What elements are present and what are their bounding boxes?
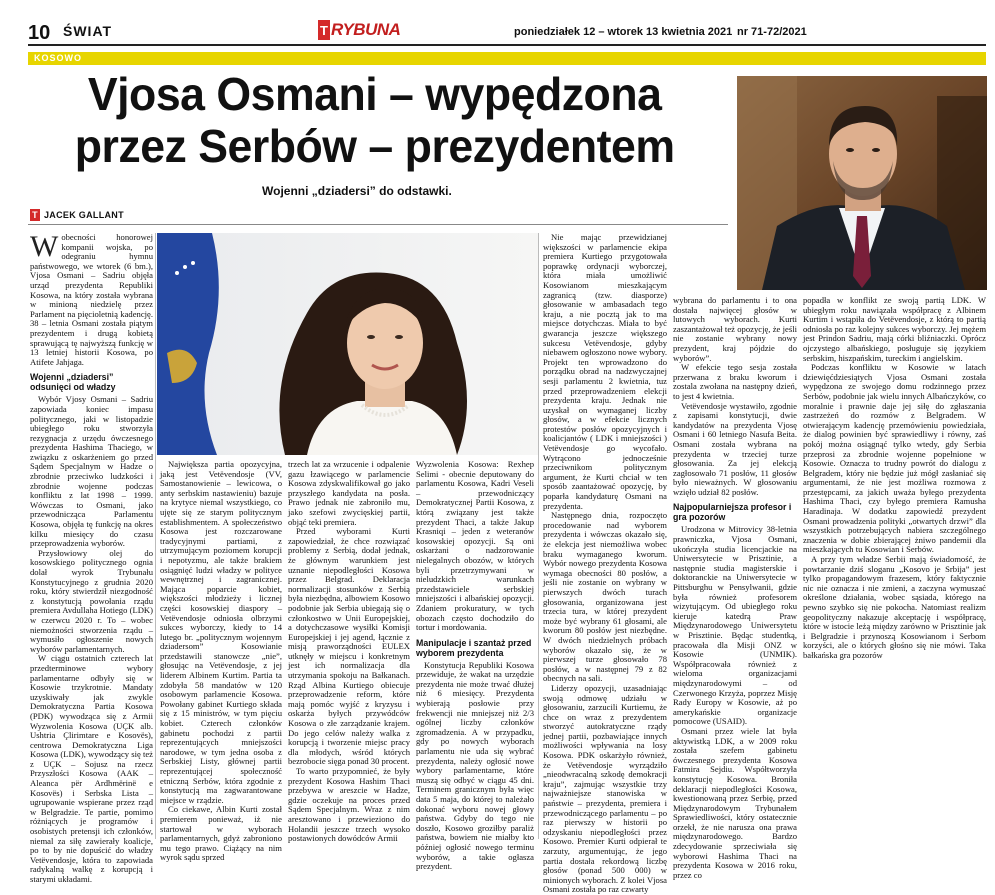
article-column-3 [288,459,410,844]
paragraph: Podczas konfliktu w Kosowie w latach dziewięćdziesiątych Vjosa Osmani została wypędzona ze swojego domu rodzinnego przez Serbów, podobnie jak wielu innych Albańczyków, co moralnie i prawnie daje jej siłę do zgłaszania zastrzeżeń do rozmów z Belgradem. W otwierającym kadencję przemówieniu powiedziała, że dialog powinien być sprawiedliwy i równy, zaś pokój można osiągnąć tylko wtedy, gdy Serbia przeprosi za zbrodnie wojenne popełnione w Kosowie. Oznacza to trudny powrót do dialogu z Belgradem, który nie będzie już mógł zasłaniać się argumentami, że nie jest możliwa rozmowa z przestępcami, za jakich uważa byłego prezydenta Hashima Thaci, czy byłego premiera Ramusha Haradinaja. W dodatku zapowiedź prezydent Osmani prowadzenia polityki „otwartych drzwi” dla wszystkich potrzebujących nabiera szczególnego znaczenia w dobie zbierającej żniwo pandemii dla mieszkających tu Kosowian i Serbów. [803,362,986,555]
kurti-portrait-photo [737,76,987,290]
paragraph: W ciągu ostatnich czterech lat przedterminowe wybory parlamentarne odbyły się w Kosowie trzykrotnie. Mandaty uzyskiwały jak zwykle Demokratyczna Partia Kosowa (PDK) wywodząca się z Armii Wyzwolenia Kosowa (UÇK alb. Ushtria Çlirimtare e Kosovës), centrowa Demokratyczna Liga Kosowa (LDK), wywodzący się też z UÇK – Sojusz na rzecz Przyszłości Kosowa (AAK – Aleanca për Ardhmërinë e Kosovës) i Serbska Lista – ugrupowanie wspierane przez rząd w Belgradzie. Te partie, pomimo różniących je programów i osobistych pretensji ich członków, niemal za siłę zawierały koalicje, po to by nie dopuścić do władzy Vetëvendosje, która to zapowiada radykalną walkę z korupcją i starymi układami. [30,653,153,884]
paragraph: Wybór Vjosy Osmani – Sadriu zapowiada koniec impasu politycznego, jaki w listopadzie ubiegłego roku stworzyła rezygnacja z urzędu ówczesnego prezydenta Hashima Thaciego, w związku z oskarżeniem go przed Sądem Specjalnym w Hadze o zbrodnie przeciwko ludzkości i zbrodnie wojenne podczas konfliktu z lat 1998 – 1999. Wówczas to Osmani, jako przewodnicząca Parlamentu Kosowa, objęła tę funkcję na okres kilku miesięcy do czasu przeprowadzenia wyborów. [30,394,153,549]
paragraph: Nie mając przewidzianej większości w parlamencie ekipa premiera Kurtiego przygotowała poprawkę ordynacji wyborczej, która miała umożliwić Kosowianom mieszkającym zagranicą (tzw. diasporze) głosowanie w ambasadach tego kraju, a nie pocztą jak to ma miejsce dotychczas. Miała to być gwarancja jeszcze większego sukcesu Vetëvendosje, gdyby niebawem ogłoszono nowe wybory. Projekt ten wprowadzono do porządku obrad na nadzwyczajnej sesji parlamentu 2 kwietnia, tuz przed przeprowadzeniem elekcji prezydenta kraju. Jednak nie uzyskał on wymaganej liczby głosów, a w efekcie licznych protestów posłów opozycyjnych i koalicjantów ( LDK i mniejszości ) Vetëvendosje go wycofało. Wytrącono jednocześnie przeciwnikom politycznym argument, że Kurti chciał w ten sposób zaantażować opozycję, by poparła kandydaturę Osmani na prezydenta. [543,232,667,511]
headline-line-2: przez Serbów – prezydentem [74,120,675,172]
newspaper-logo [318,19,400,41]
issue-number: nr 71-72/2021 [737,26,807,38]
article-column-2 [160,459,282,863]
paragraph: A przy tym władze Serbii mają świadomość, że powtarzanie dziś sloganu „Kosovo je Srbija” jest tylko propagandowym frazesem, który faktycznie nic nie oznacza i nie zmieni, a zaczyna wymuszać określone działania, wobec sąsiada, którego na pewno szybko się nie pokocha. Natomiast realizm geopolityczny nakazuje akceptację i współpracę, które w istocie leżą między zarówno w Prisztinie jak i Belgradzie i przynoszą Kosowianom i Serbom korzyści, ale o których głośno się nie mówi. Taka bałkańska gra pozorów [803,554,986,660]
article-column-6 [673,295,797,880]
column-rule [538,233,539,839]
paragraph: Osmani przez wiele lat była aktywistką LDK, a w 2009 roku została szefem gabinetu ówczesnego prezydenta Kosowa Fatmira Sejdiu. Współtworzyła konstytucję Kosowa. Broniła deklaracji niepodległości Kosowa, kwestionowaną przez Serbię, przed Międzynarodowym Trybunałem Sprawiedliwości, który ostatecznie orzekł, że nie narusza ona prawa międzynarodowego. Bardzo zdecydowanie sprzeciwiała się wyborowi Hashima Thaci na prezydenta Kosowa w 2016 roku, przez co [673,725,797,880]
paragraph: Następnego dnia, rozpoczęto procedowanie nad wyborem prezydenta i wówczas okazało się, że elekcja jest niemożliwa wobec braku wymaganego kworum. Wybór nowego prezydenta Kosowa wymaga obecności 80 posłów, a jeśli nie zostanie on wybrany w pierwszych dwóch turach głosowania, organizowana jest trzecia tura, w której prezydent może być wybrany 61 głosami, ale kworum 80 posłów jest niezbędne. W dwóch niedzielnych próbach wyborów okazało się, że w pierwszej turze głosowało 78 posłów, a w następnej 79 z 82 obecnych na sali. [543,510,667,684]
subheading-3: Najpopularniejsza profesor i gra pozorów [673,502,792,523]
page-number: 10 [28,22,51,44]
article-column-5 [543,232,667,895]
paragraph: trzech lat za wrzucenie i odpalenie gazu łzawiącego w parlamencie Kosowa zdyskwalifikował go jako przyszłego kandydata na posła. Prawo jednak nie zabroniło mu, jako szefowi zwycięskiej partii, objąć teki premiera. [288,459,410,527]
headline [40,68,709,172]
article-column-1 [30,230,153,884]
logo-mark-icon: T [318,20,330,40]
paragraph: Vetëvendosje wystawiło, zgodnie z zapisami konstytucji, dwie kandydatów na prezydenta Vjosę Osmani i 60 letniego Nasufa Beita. Osmani została wybrana na prezydenta w trzeciej turze głosowania. Za jej elekcją zagłosowało 71 posłów, 11 głosów było nieważnych. W głosowaniu wzięło udział 82 posłów. [673,400,797,497]
byline [30,209,124,221]
byline-divider [28,224,728,225]
paragraph: Konstytucja Republiki Kosowa przewiduje, że wakat na urzędzie prezydenta nie może trwać dłużej niż 6 miesięcy. Prezydenta wybierają posłowie przy frekwencji nie mniejszej niż 2/3 ogólnej liczby członków zgromadzenia. A w przypadku, gdy po nowych wyborach parlamentu nie uda się wybrać prezydenta, należy ogłosić nowe wybory parlamentarne, które muszą się odbyć w ciągu 45 dni. Terminem granicznym była więc data 5 maja, do której to należało dokonać wyboru nowej głowy państwa. Gdyby do tego nie doszło, Kosowo groziłby paraliż państwa, bowiem nie miałby kto później ogłosić nowego terminu wyborów, a takie ogłasza prezydent. [416,659,534,872]
paragraph: To warto przypomnieć, że były prezydent Kosowa Hashim Thaci przebywa w areszcie w Hadze, gdzie oczekuje na proces przed Sądem Specjalnym. Wraz z nim aresztowano i przewieziono do Holandii jeszcze trzech wysoko postawionych dowódców Armii [288,766,410,844]
paragraph: wybrana do parlamentu i to ona dostała najwięcej głosów w lutowych wyborach. Kurti zaszantażował też opozycję, że jeśli nie zostanie wybrany nowy prezydent, kraj pójdzie do wyborów”. [673,295,797,363]
header-divider [28,44,986,46]
lead-text: obecności honorowej kompanii wojska, po odegraniu hymnu państwowego, we wtorek (6 bm.), Vjosa Osmani – Sadriu objęła urząd prezydenta Republiki Kosowa, na który została wybrana w minioną niedzielę przez Parlament na pięcioletnią kadencję. 38 – letnia Osmani została piątym prezydentem i drugą kobietą sprawującą tę najwyższą funkcję w 13 letniej historii Kosowa, po Atifete Jahjaga. [30,232,153,367]
kurti-portrait-illustration [737,76,987,290]
subheading-1: Wojenni „dziadersi” odsunięci od władzy [30,372,116,393]
osmani-portrait-illustration [157,233,538,455]
paragraph: Urodzona w Mitrovicy 38-letnia prawniczka, Vjosa Osmani, ukończyła studia licencjackie na Uniwersytecie w Prisztinie, a następnie studia magisterskie i doktoranckie na Uniwersytecie w Pittsburghu w Pensylwanii, gdzie była również profesorem wizytującym. Od ubiegłego roku kieruje katedrą Praw Międzynarodowego Uniwersytetu w Prisztinie. Będąc studentką, pracowała dla Misji ONZ w Kosowie (UNMIK). Współpracowała również z wieloma organizacjami międzynarodowymi – od Czerwonego Krzyża, poprzez Misję Rady Europy w Kosowie, aż po amerykańskie organizacje pomocowe (USAID). [673,524,797,727]
article-column-7 [803,296,986,839]
article-column-4-bottom [416,459,534,872]
section-title: ŚWIAT [63,23,113,39]
logo-name: RYBUNA [331,20,401,39]
byline-logo-icon: T [30,209,40,221]
drop-cap: W [30,230,59,263]
issue-date: poniedziałek 12 – wtorek 13 kwietnia 2021 [514,26,733,38]
column-rule [155,233,156,839]
paragraph: Przed wyborami Kurti zapowiedział, że chce rozwiązać problemy z Serbią, dodał jednak, że głównym warunkiem jest uznanie niepodległości Kosowa przez Belgrad. Deklaracja normalizacji stosunków z Serbią była niezbędna, albowiem Kosowo podobnie jak Serbia ubiegają się o członkostwo w Unii Europejskiej, a dotychczasowe wysiłki Komisji Europejskiej i jej agend, łącznie z misją praworządności EULEX utknęły w miejscu i konkretnym jest ich normalizacja dla utrzymania spokoju na Bałkanach. Rząd Albina Kurtiego obiecuje przeprowadzenie reform, które mają pomóc wyjść z kryzysu i oskarża byłych przywódców Kosowa o złe zarządzanie krajem. Do jego celów należy walka z korupcją i tworzenie miejsc pracy dla młodych, wśród których bezrobocie sięga ponad 30 procent. [288,526,410,767]
subheadline: Wojenni „dziadersi” do odstawki. [262,184,452,198]
paragraph: popadła w konflikt ze swoją partią LDK. W ubiegłym roku nawiązała współpracę z Albinem Kurtim i wstąpiła do Vetëvendosje, z którą to partią odniosła po raz kolejny sukces wyborczy. Jej mężem jest Prindon Sadriu, mają córki bliźniaczki. Oprócz ojczystego albańskiego, posługuje się językiem serbskim, hiszpańskim, tureckim i angielskim. [803,295,986,363]
page-header [0,0,995,52]
author-name: JACEK GALLANT [44,210,124,220]
kicker-label: KOSOWO [34,53,82,63]
subheading-2: Manipulacje i szantaż przed wyborem prezydenta [416,637,532,658]
lead-paragraph [30,230,153,367]
headline-line-1: Vjosa Osmani – wypędzona [87,68,662,120]
osmani-portrait-photo [157,233,538,455]
paragraph: Wyzwolenia Kosowa: Rexhep Selimi - obecnie deputowany do parlamentu Kosowa, Kadri Veseli – przewodniczący Demokratycznej Partii Kosowa, z którą związany jest także prezydent Thaci, a także Jakup Krasniqi – jeden z weteranów kosowskiej opozycji. Są oni oskarżani o nadzorowanie nielegalnych obozów, w których byli przetrzymywani w nieludzkich warunkach przedstawiciele serbskiej mniejszości i albańskiej opozycji. Zdaniem prokuratury, w tych obozach często dochodziło do tortur i mordowania. [416,459,534,633]
paragraph: Co ciekawe, Albin Kurti został premierem ponieważ, iż nie startował w wyborach parlamentarnych, gdyż zabroniono mu tego prawo. Ciążący na nim wyrok sądu sprzed [160,804,282,863]
paragraph: Liderzy opozycji, uzasadniając swoją odmowę udziału w głosowaniu, zarzucili Kurtiemu, że chce on wraz z prezydentem stworzyć autokratyczne rządy jednej partii, pozbawiające innych możliwości wpływania na losy Kosowa. PDK oskarżyło również, że Vetëvendosje wyrządziło „nieodwracalną szkodę demokracji kraju”, zajmując wszystkie trzy najważniejsze stanowiska w państwie – prezydenta, premiera i przewodniczącego parlamentu – po raz pierwszy w historii po odzyskaniu niepodległości przez Kosowo. Premier Kurti odpierał te zarzuty, argumentując, że jego partia dostała rekordową liczbę głosów (ponad 500 000) w minionych wyborach. Z kolei Vjosa Osmani została po raz czwarty [543,682,667,895]
paragraph: Największa partia opozycyjna, jaką jest Vetëvendosje (VV, Samostanowienie – lewicowa, o anty serbskim nastawieniu) bazuje na krytyce niemal wszystkiego, co ujęte się ze starym politycznym establishmentem. A społeczeństwo Kosowa jest rozczarowane tradycyjnymi partiami, z utrzymującym poziomem korupcji i nepotyzmu, ale także brakiem osiągnięć ludzi władzy w polityce wewnętrznej i zagranicznej. Mająca poparcie kobiet, większości młodzieży i licznej części kosowskiej diaspory – Vetëvendosje odniosła olbrzymi sukces wyborczy, kiedy to 14 lutego br. „politycznym wojennym dziadersom” Kosowianie przedstawili stanowcze „nie”, głosując na Vetëvendosje, z jej liderem Albinem Kurtim. Partia ta zdobyła 58 mandatów w 120 osobowym parlamencie Kosowa. Powołany gabinet Kurtiego składa się z 15 ministrów, w tym pięciu kobiet. Czterech członków gabinetu pochodzi z partii reprezentujących mniejszości narodowe, w tym jedna osoba z Serbskiej Listy, głównej partii reprezentującej społeczność etniczną Serbów, która zgodnie z konstytucją ma zagwarantowane miejsce w rządzie. [160,459,282,805]
paragraph: W efekcie tego sesja została przerwana z braku kworum i zostala zwołana na następny dzień, to jest 4 kwietnia. [673,362,797,401]
kicker-bar [28,52,986,65]
paragraph: Przysłowiowy olej do kosowskiego politycznego ognia dolał wyrok Trybunału Konstytucyjnego z grudnia 2020 roku, który stwierdził niezgodność z konstytucją powołania rządu premiera Avdullaha Hotiego (LDK) w czerwcu 2020 r. To – wobec niemożności stworzenia rządu – wymusiło ogłoszenie nowych wyborów parlamentarnych. [30,547,153,654]
